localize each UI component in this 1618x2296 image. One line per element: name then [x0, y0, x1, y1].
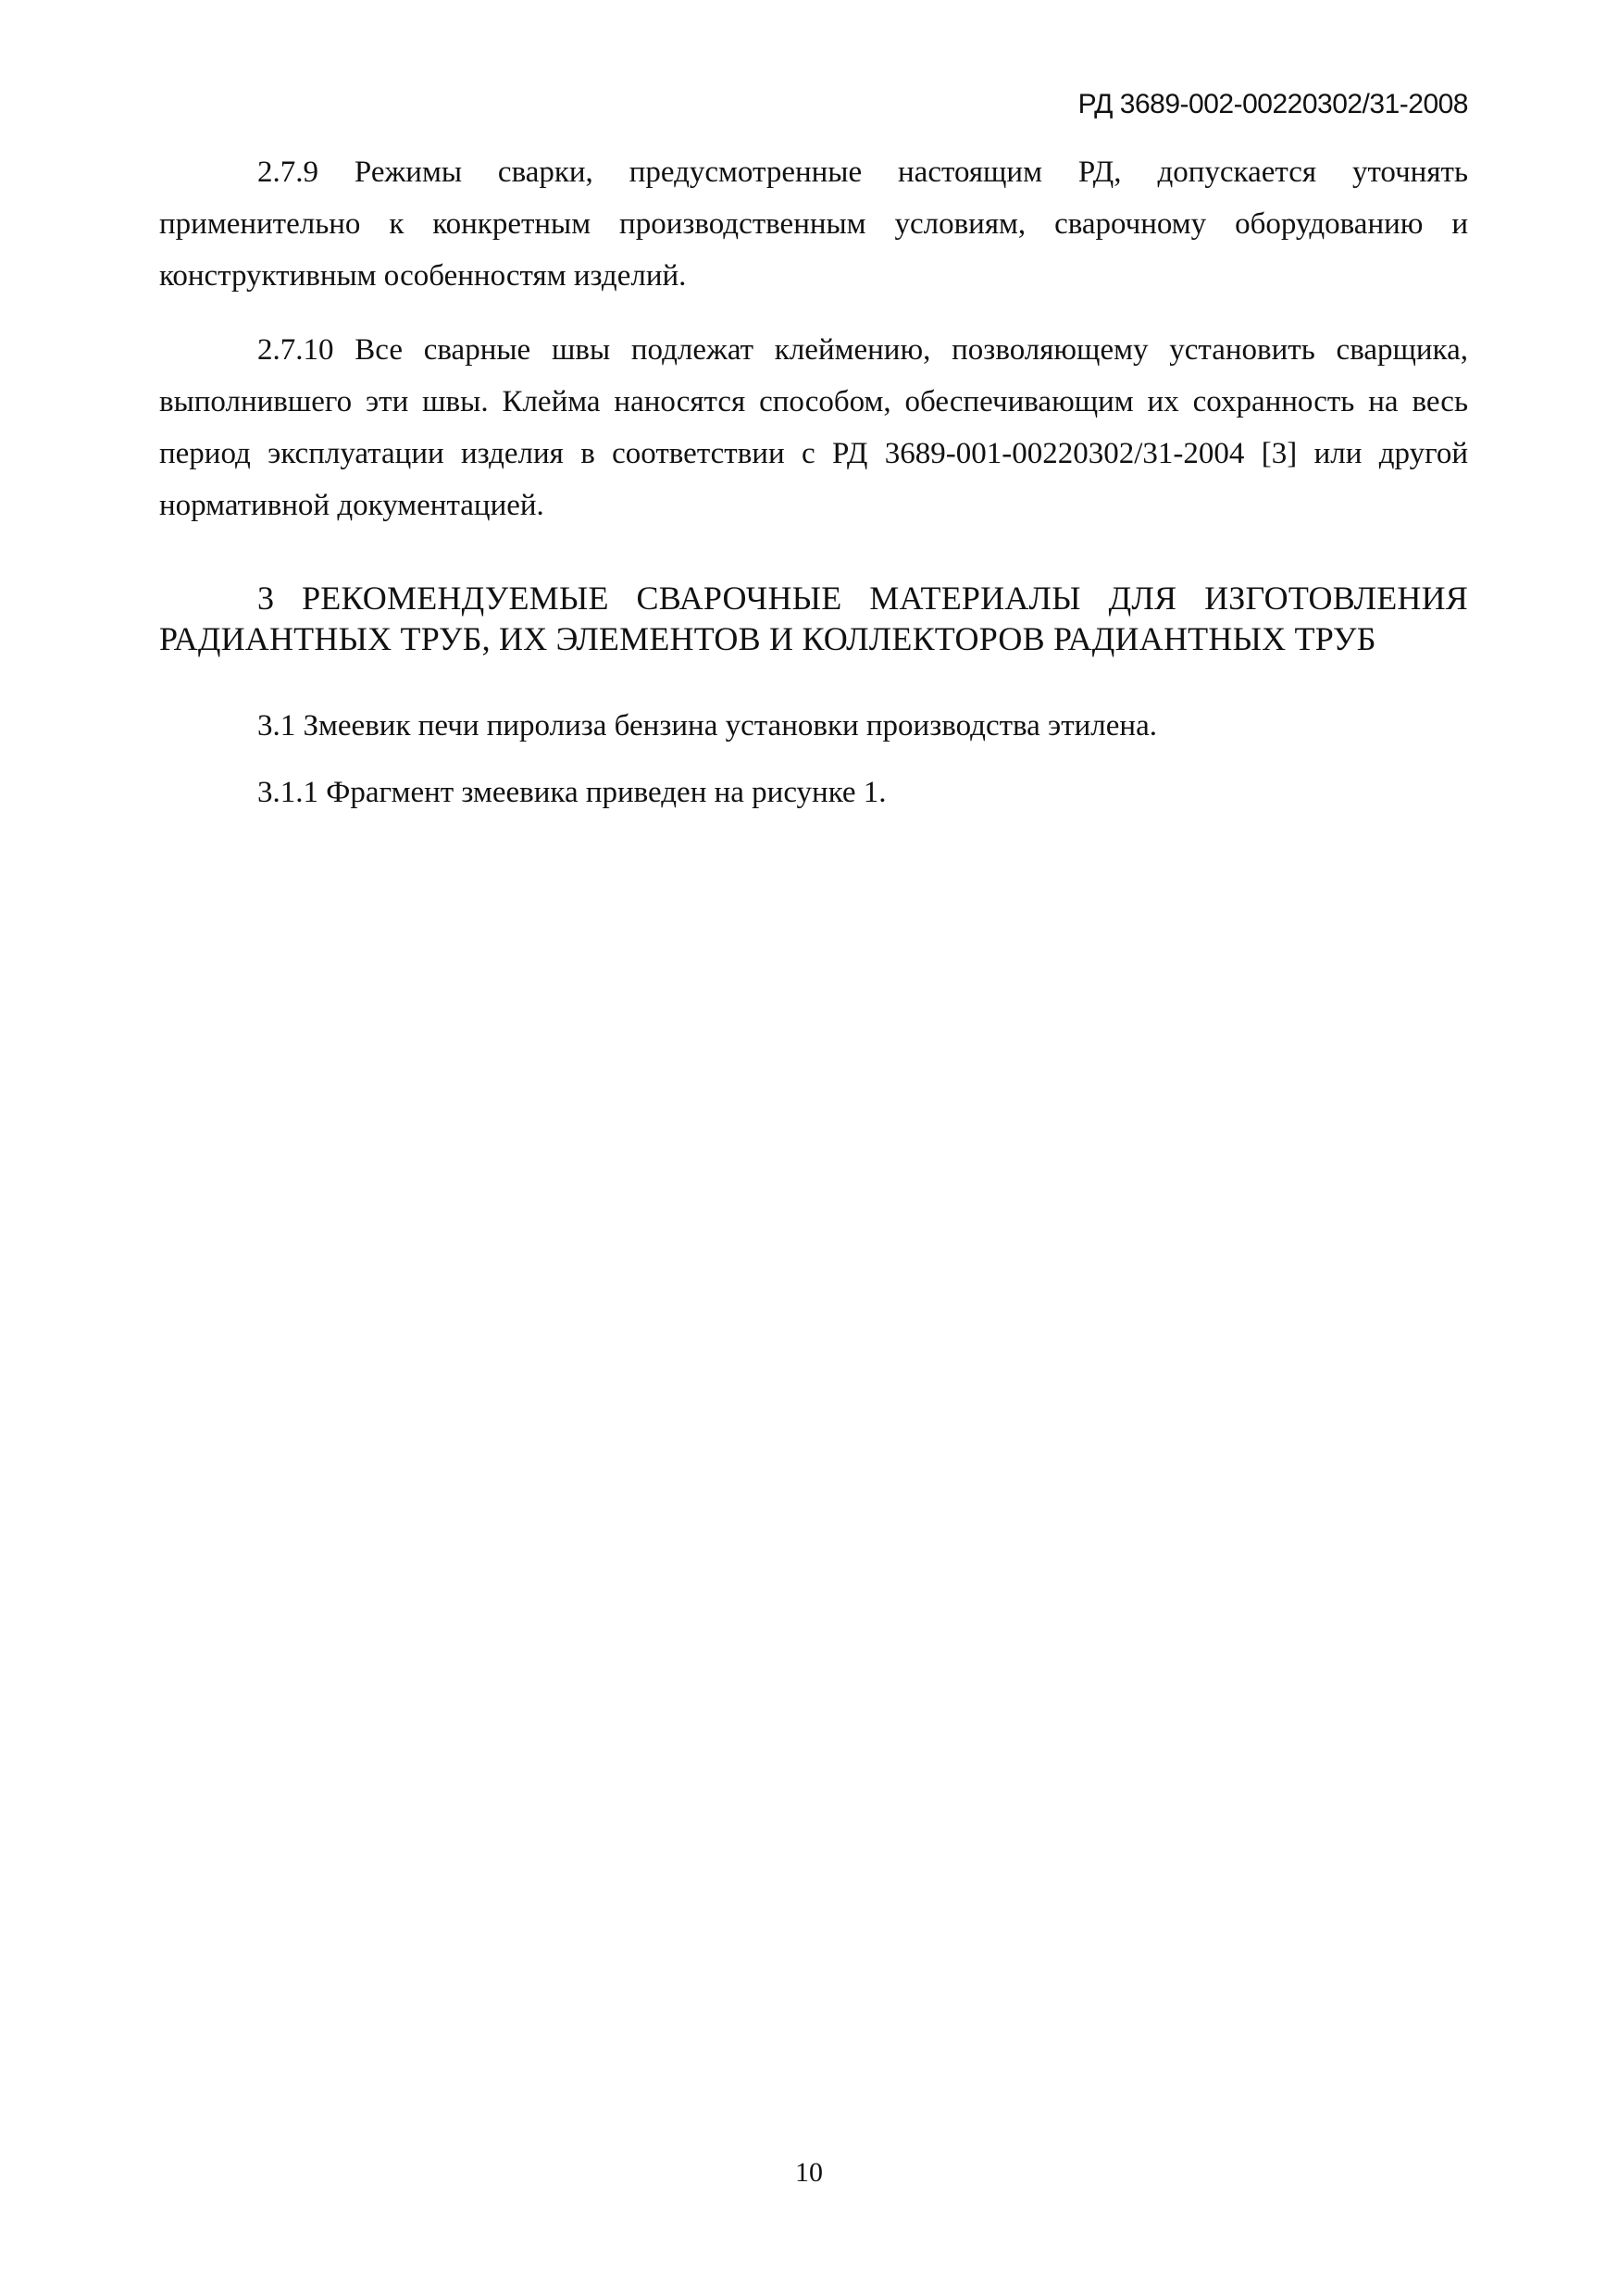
paragraph-2-7-10: 2.7.10 Все сварные швы подлежат клеймению, позволяющему установить сварщика, выполнившего эти швы. Клейма наносятся способом, обеспечивающим их сохранность на весь период эксплуатации изделия в соответствии с РД 3689-001-00220302/31-2004 [3] или другой нормативной документацией. — [159, 333, 1468, 522]
paragraph-3-1: 3.1 Змеевик печи пиролиза бензина установки производства этилена. — [257, 709, 1157, 742]
document-code: РД 3689-002-00220302/31-2008 — [1077, 89, 1468, 119]
paragraph-3-1-1: 3.1.1 Фрагмент змеевика приведен на рисунке 1. — [257, 776, 887, 809]
paragraph-2-7-9: 2.7.9 Режимы сварки, предусмотренные настоящим РД, допускается уточнять применительно к конкретным производственным условиям, сварочному оборудованию и конструктивным особенностям изделий. — [159, 156, 1468, 293]
section-3-heading: 3 РЕКОМЕНДУЕМЫЕ СВАРОЧНЫЕ МАТЕРИАЛЫ ДЛЯ ИЗГОТОВЛЕНИЯ РАДИАНТНЫХ ТРУБ, ИХ ЭЛЕМЕНТОВ И КОЛЛЕКТОРОВ РАДИАНТНЫХ ТРУБ — [159, 580, 1468, 657]
page-content — [159, 146, 1468, 818]
page-number: 10 — [795, 2157, 823, 2188]
